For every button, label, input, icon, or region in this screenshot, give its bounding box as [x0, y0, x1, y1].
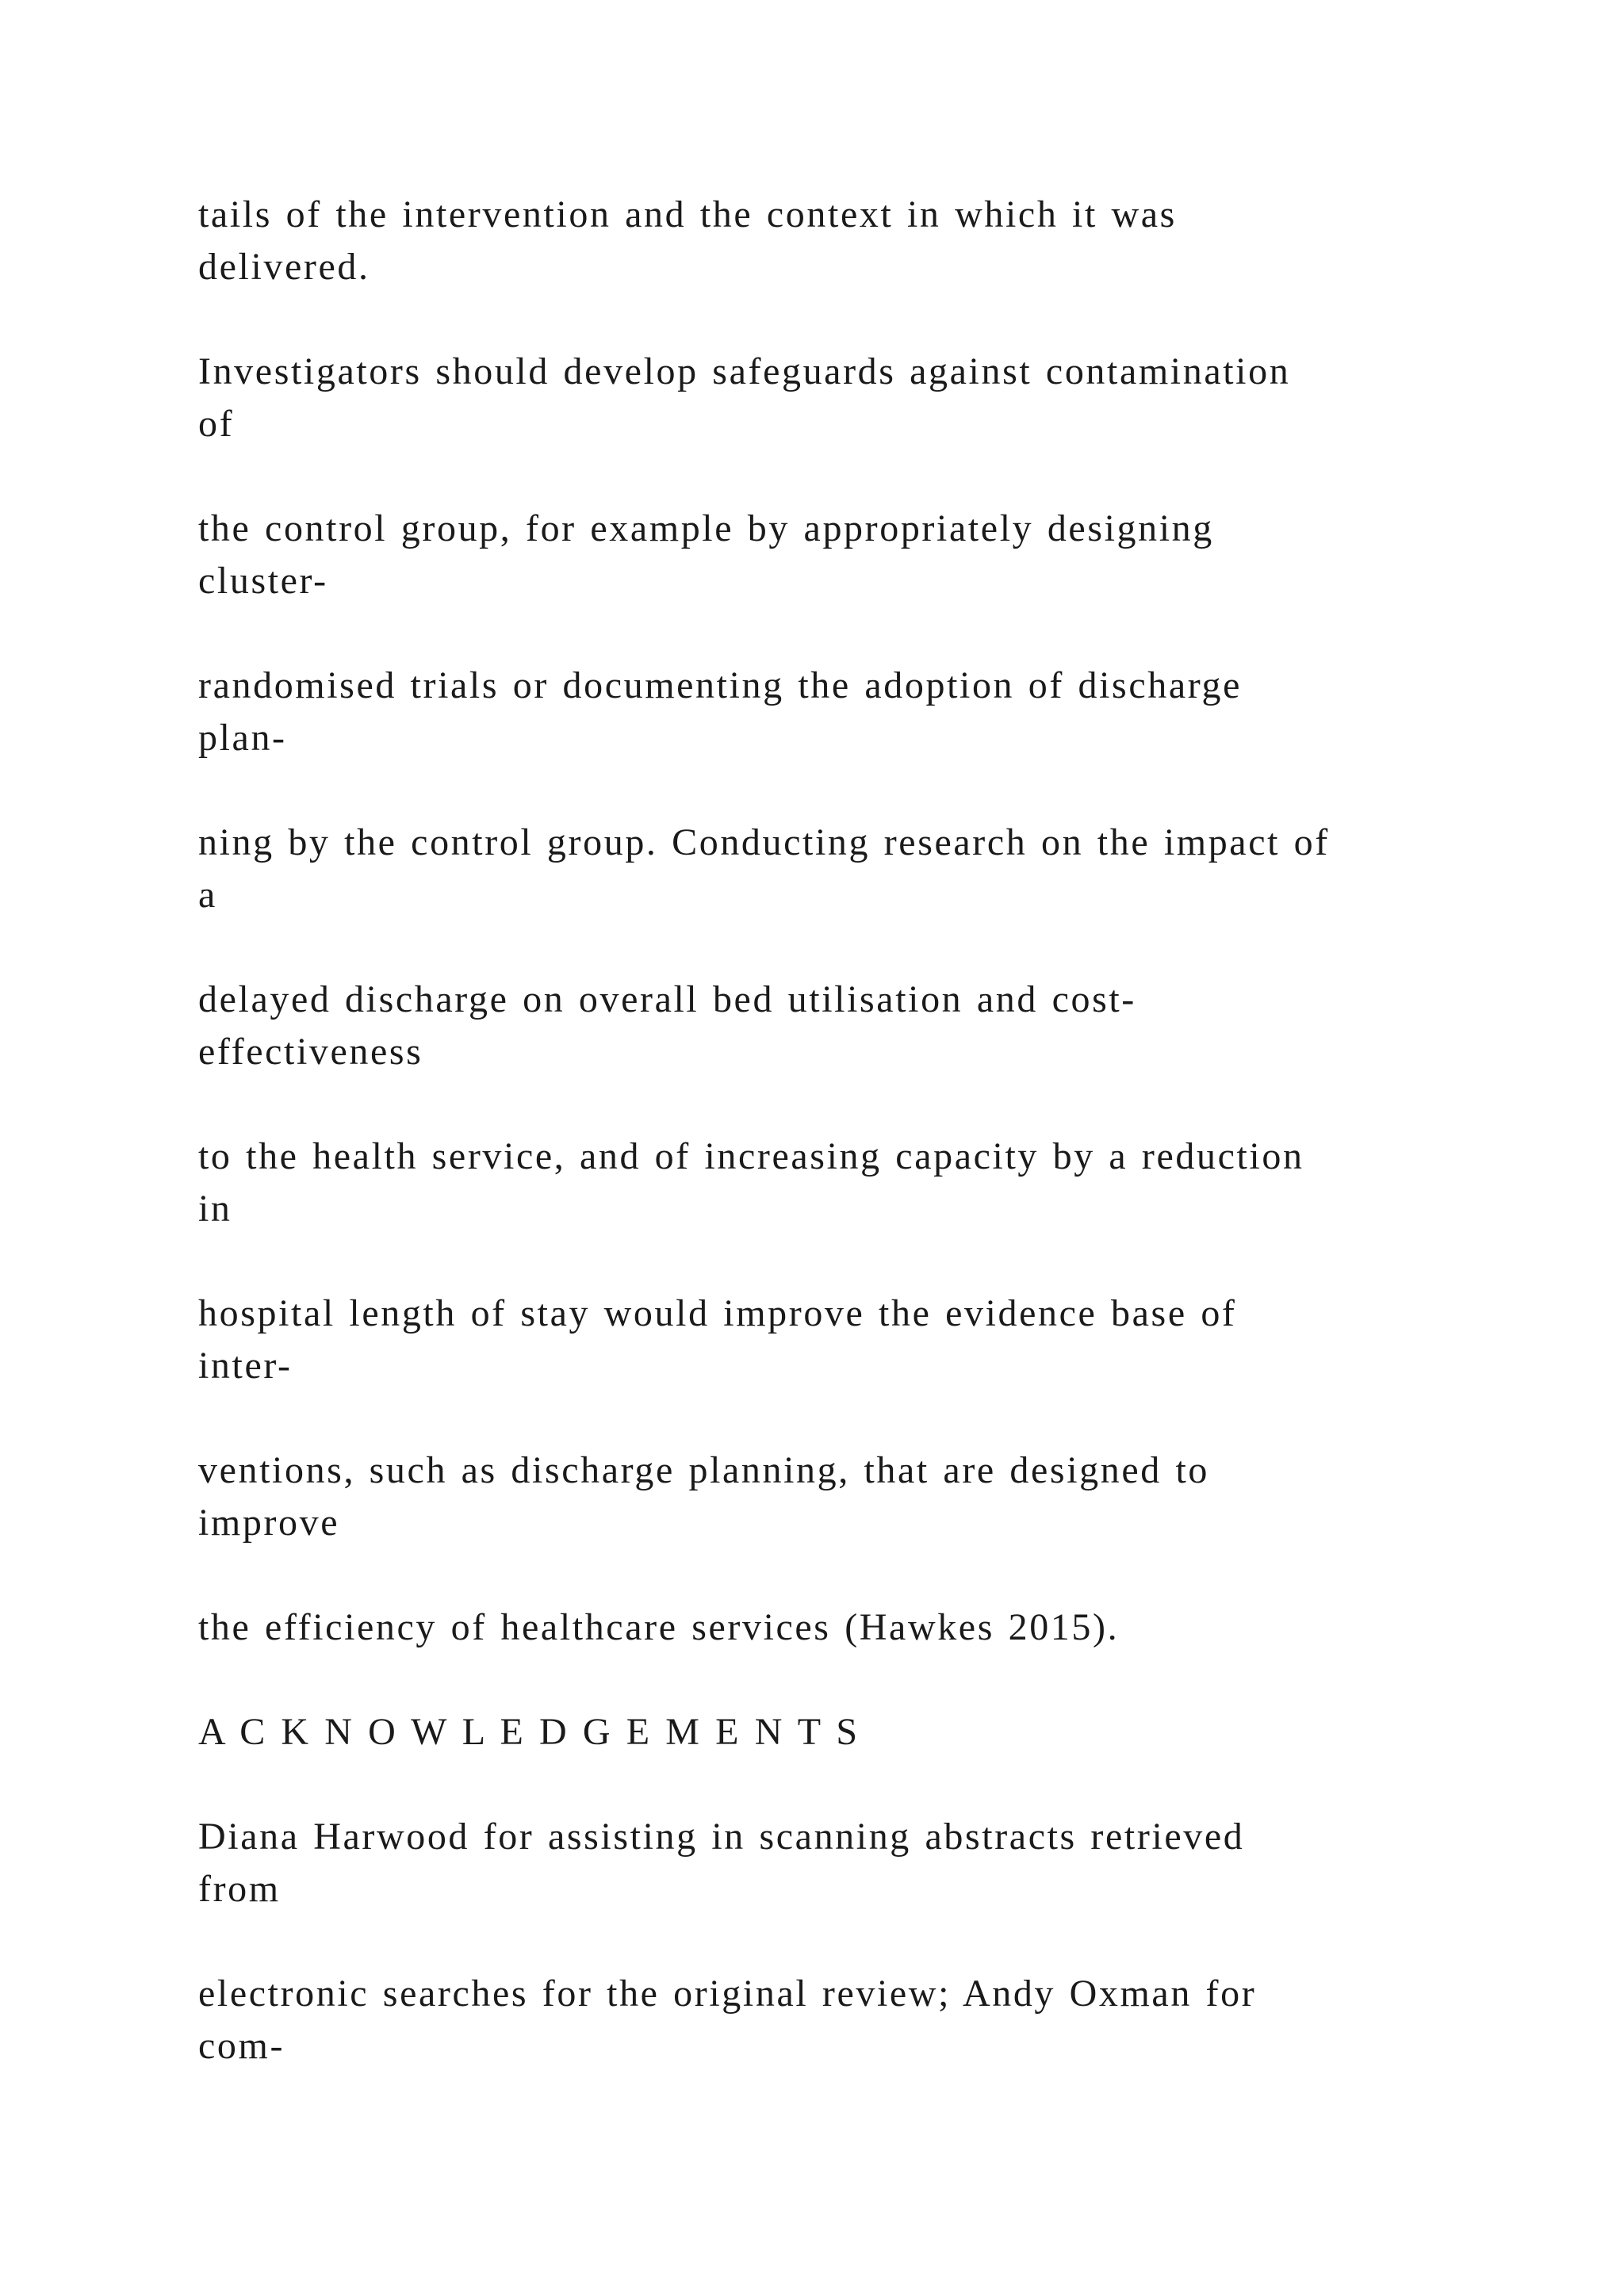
acknowledgements-heading: A C K N O W L E D G E M E N T S	[198, 1711, 860, 1753]
text-line: ventions, such as discharge planning, that are designed to	[198, 1449, 1209, 1491]
section-heading	[198, 1706, 1546, 1758]
paragraph	[198, 503, 1546, 607]
text-line: a	[198, 874, 217, 916]
text-line: in	[198, 1188, 232, 1230]
paragraph	[198, 1131, 1546, 1235]
paragraph	[198, 660, 1546, 764]
text-line: the control group, for example by appropriately designing	[198, 507, 1214, 549]
text-line: Diana Harwood for assisting in scanning abstracts retrieved	[198, 1816, 1245, 1858]
paragraph	[198, 189, 1546, 293]
text-line: randomised trials or documenting the adoption of discharge	[198, 664, 1242, 706]
text-line: ning by the control group. Conducting research on the impact of	[198, 821, 1330, 863]
paragraph	[198, 1811, 1546, 1915]
text-line: com-	[198, 2025, 285, 2067]
text-line: effectiveness	[198, 1031, 423, 1073]
text-line: of	[198, 403, 235, 445]
text-line: delivered.	[198, 246, 370, 288]
text-line: electronic searches for the original review; Andy Oxman for	[198, 1973, 1257, 2015]
paragraph	[198, 1288, 1546, 1392]
text-line: the efficiency of healthcare services (Hawkes 2015).	[198, 1606, 1120, 1648]
text-line: improve	[198, 1502, 340, 1544]
text-line: plan-	[198, 717, 287, 759]
text-line: from	[198, 1868, 281, 1910]
document-body	[198, 189, 1546, 2125]
paragraph	[198, 346, 1546, 450]
text-line: cluster-	[198, 560, 328, 602]
paragraph	[198, 1601, 1546, 1654]
paragraph	[198, 1445, 1546, 1549]
text-line: tails of the intervention and the context in which it was	[198, 193, 1177, 235]
text-line: Investigators should develop safeguards against contamination	[198, 350, 1291, 392]
paragraph	[198, 974, 1546, 1078]
text-line: hospital length of stay would improve the evidence base of	[198, 1292, 1237, 1334]
text-line: delayed discharge on overall bed utilisation and cost-	[198, 978, 1136, 1020]
text-line: inter-	[198, 1345, 293, 1387]
text-line: to the health service, and of increasing capacity by a reduction	[198, 1135, 1304, 1177]
paragraph	[198, 817, 1546, 921]
paragraph	[198, 1968, 1546, 2072]
